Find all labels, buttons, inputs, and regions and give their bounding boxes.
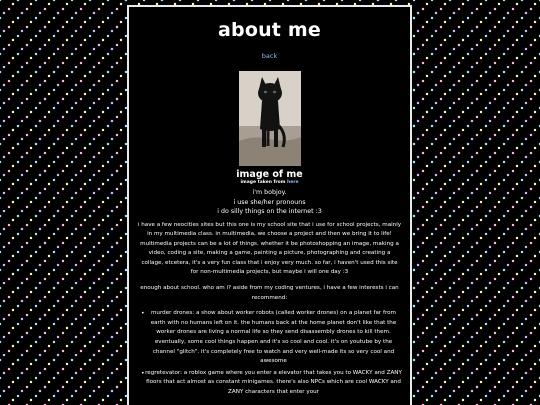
intro-hobby: i do silly things on the internet :3 <box>217 208 322 215</box>
interest-text: regretevator: a roblox game where you enter a elevator that takes you to WACKY and ZANY floors that act almost as constant minigames. there's also NPCs which are cool WACKY and ZANY characters that enter your <box>145 369 402 395</box>
content-panel <box>127 5 412 405</box>
bullet-icon: • <box>141 310 145 318</box>
interests-intro: enough about school. who am i? aside from my coding ventures, i have a few interests i can recommend: <box>140 285 399 301</box>
interests-list <box>143 309 404 397</box>
image-caption <box>129 180 410 185</box>
image-caption-text: image taken from <box>240 180 286 185</box>
list-item <box>143 369 404 398</box>
page-title: about me <box>218 19 321 41</box>
image-source-link[interactable]: here <box>287 180 299 185</box>
school-paragraph: i have a few neocities sites but this one is my school site that i use for school projects, mainly in my multimedia class. in multimedia, we choose a project and then we bring it to life! multimedia projects can be a lot of things. whether it be photoshopping an image, making a video, coding a site, making a game, painting a picture, photographing and creating a collage, etcetera, it's a very fun class that i enjoy very much. so far, i haven't used this site for non-multimedia projects, but maybe i will one day :3 <box>137 221 402 276</box>
intro-name: i'm bobjoy. <box>252 189 287 196</box>
intro-pronouns: i use she/her pronouns <box>233 198 306 206</box>
bullet-icon: • <box>141 369 145 377</box>
image-heading: image of me <box>236 169 303 180</box>
list-item <box>143 309 404 367</box>
interest-text: murder drones: a show about worker robots (called worker drones) on a planet far from earth with no humans left on it. the humans back at the home planet don't like that the worker drones are living a normal life so they send disassembly drones to kill them. eventually, some cool things happen and it's so cool and cool. it's on youtube by the channel "glitch". it's completely free to watch and very well-made its so very cool and awesome <box>150 310 397 365</box>
back-link[interactable]: back <box>261 52 278 60</box>
profile-photo <box>239 71 301 166</box>
